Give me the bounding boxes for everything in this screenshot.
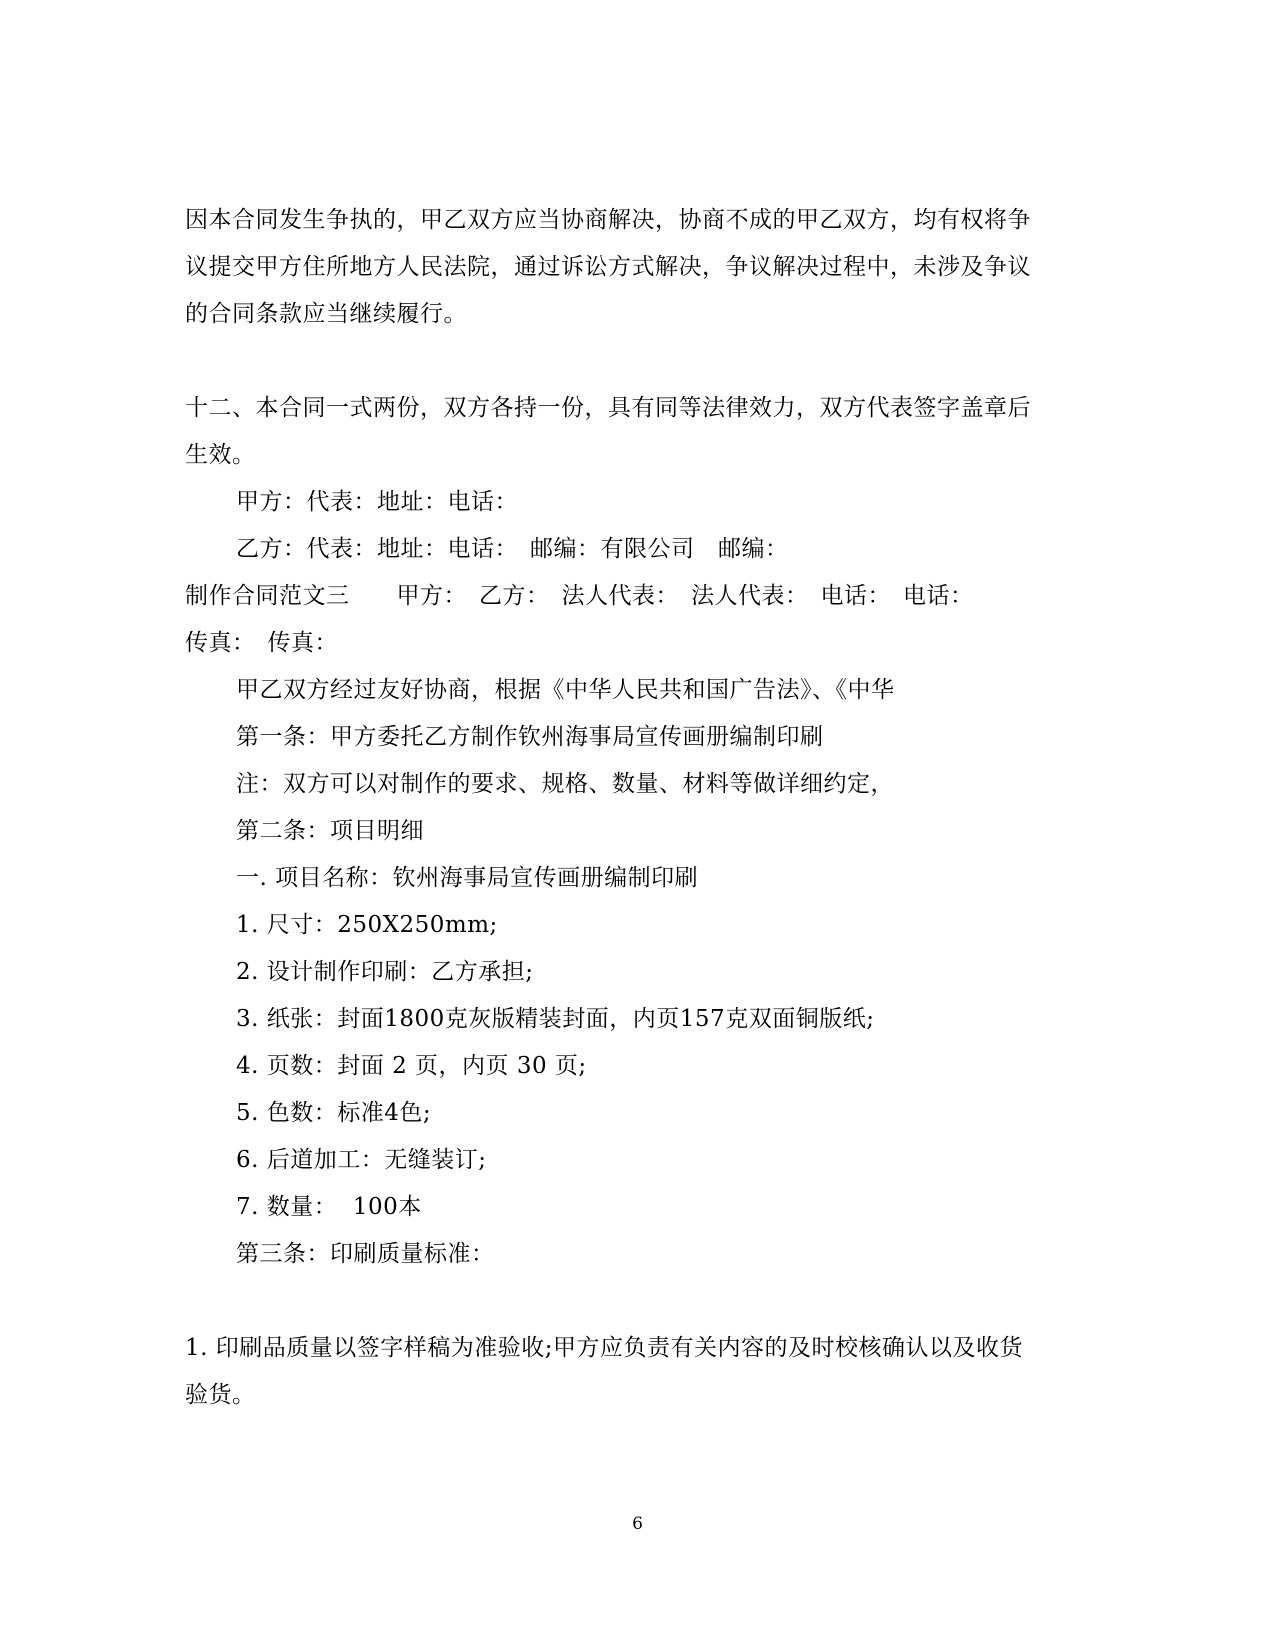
template-header-line: 制作合同范文三 甲方： 乙方： 法人代表： 法人代表： 电话： 电话： <box>185 583 974 609</box>
fax-line: 传真： 传真： <box>185 630 338 656</box>
clause-twelve-line-1: 十二、本合同一式两份，双方各持一份，具有同等法律效力，双方代表签字盖章后 <box>185 395 1031 421</box>
clause-twelve-line-2: 生效。 <box>185 442 256 468</box>
item-pages: 4. 页数：封面 2 页，内页 30 页; <box>236 1053 587 1079</box>
item-paper: 3. 纸张：封面1800克灰版精装封面，内页157克双面铜版纸; <box>236 1006 875 1032</box>
article-three: 第三条：印刷质量标准： <box>236 1241 495 1267</box>
page-number: 6 <box>632 1514 643 1534</box>
quality-clause-line-1: 1. 印刷品质量以签字样稿为准验收;甲方应负责有关内容的及时校核确认以及收货 <box>185 1335 1024 1361</box>
item-size: 1. 尺寸：250X250mm; <box>236 912 498 938</box>
item-finishing: 6. 后道加工：无缝装订; <box>236 1147 487 1173</box>
party-a-line: 甲方：代表：地址：电话： <box>236 489 518 515</box>
preamble-line: 甲乙双方经过友好协商，根据《中华人民共和国广告法》、《中华 <box>236 677 895 703</box>
dispute-paragraph-line-2: 议提交甲方住所地方人民法院，通过诉讼方式解决，争议解决过程中，未涉及争议 <box>185 254 1031 280</box>
dispute-paragraph-line-3: 的合同条款应当继续履行。 <box>185 301 467 327</box>
article-two: 第二条：项目明细 <box>236 818 424 844</box>
item-design-print: 2. 设计制作印刷：乙方承担; <box>236 959 534 985</box>
party-b-line: 乙方：代表：地址：电话： 邮编：有限公司 邮编： <box>236 536 789 562</box>
note-line: 注：双方可以对制作的要求、规格、数量、材料等做详细约定， <box>236 771 894 797</box>
dispute-paragraph-line-1: 因本合同发生争执的，甲乙双方应当协商解决，协商不成的甲乙双方，均有权将争 <box>185 207 1031 233</box>
item-project-name: 一. 项目名称：钦州海事局宣传画册编制印刷 <box>236 865 699 891</box>
item-colors: 5. 色数：标准4色; <box>236 1100 432 1126</box>
article-one: 第一条：甲方委托乙方制作钦州海事局宣传画册编制印刷 <box>236 724 824 750</box>
item-quantity: 7. 数量： 100本 <box>236 1194 422 1220</box>
quality-clause-line-2: 验货。 <box>185 1382 256 1408</box>
